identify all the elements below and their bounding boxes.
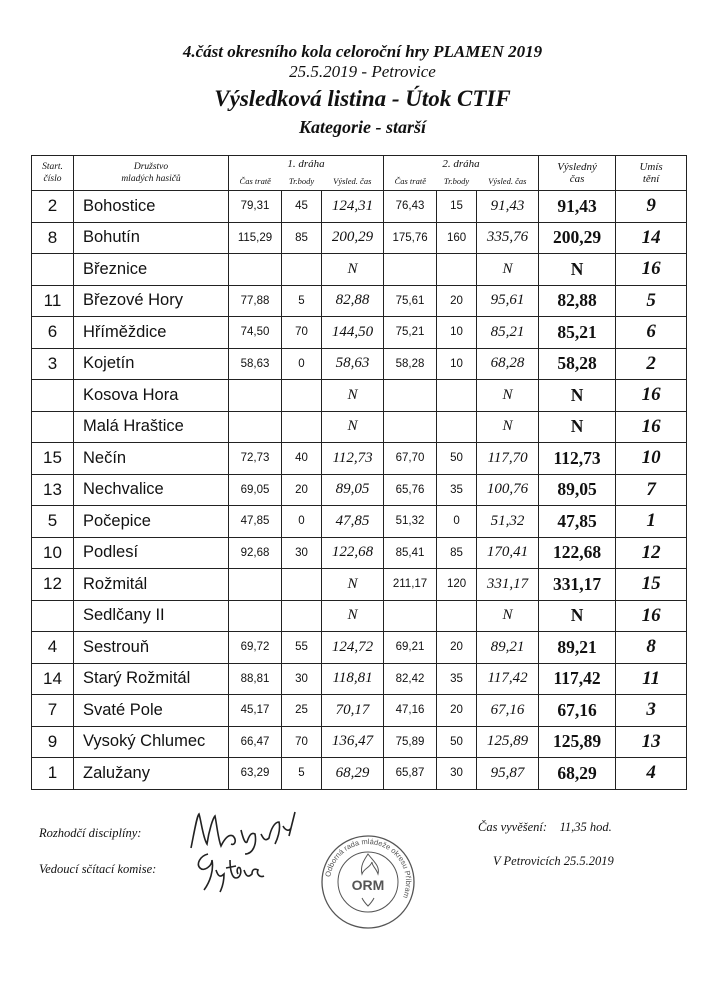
final-time: 47,85 bbox=[539, 506, 616, 538]
place-date: V Petrovicích 25.5.2019 bbox=[493, 854, 614, 868]
start-number bbox=[32, 254, 74, 286]
lane1-time: 88,81 bbox=[229, 663, 282, 695]
table-row bbox=[32, 569, 687, 601]
lane2-penalty: 50 bbox=[437, 726, 477, 758]
team-name: Malá Hraštice bbox=[74, 411, 229, 443]
lane1-penalty: 40 bbox=[282, 443, 322, 475]
placement: 5 bbox=[616, 285, 687, 317]
placement: 16 bbox=[616, 600, 687, 632]
lane2-time bbox=[384, 411, 437, 443]
lane1-result: 89,05 bbox=[322, 474, 384, 506]
placement: 8 bbox=[616, 632, 687, 664]
lane1-time bbox=[229, 380, 282, 412]
team-name: Březové Hory bbox=[74, 285, 229, 317]
lane2-time: 69,21 bbox=[384, 632, 437, 664]
team-name: Sestrouň bbox=[74, 632, 229, 664]
lane2-result: N bbox=[477, 254, 539, 286]
lane1-result: N bbox=[322, 600, 384, 632]
lane2-time: 75,21 bbox=[384, 317, 437, 349]
final-time: N bbox=[539, 254, 616, 286]
placement: 10 bbox=[616, 443, 687, 475]
committee-label: Vedoucí sčítací komise: bbox=[39, 862, 157, 876]
lane2-time: 82,42 bbox=[384, 663, 437, 695]
stamp-center-text: ORM bbox=[351, 877, 385, 893]
lane2-result: 95,61 bbox=[477, 285, 539, 317]
lane1-time: 77,88 bbox=[229, 285, 282, 317]
header-start: Start. číslo bbox=[32, 156, 74, 191]
lane1-penalty bbox=[282, 600, 322, 632]
lane2-penalty: 30 bbox=[437, 758, 477, 790]
lane2-penalty: 10 bbox=[437, 348, 477, 380]
table-row bbox=[32, 411, 687, 443]
lane1-penalty: 30 bbox=[282, 537, 322, 569]
lane2-result: 51,32 bbox=[477, 506, 539, 538]
placement: 7 bbox=[616, 474, 687, 506]
lane1-penalty bbox=[282, 411, 322, 443]
placement: 16 bbox=[616, 380, 687, 412]
lane1-penalty: 45 bbox=[282, 191, 322, 223]
lane1-penalty bbox=[282, 569, 322, 601]
lane1-result: 70,17 bbox=[322, 695, 384, 727]
table-row bbox=[32, 537, 687, 569]
lane1-result: N bbox=[322, 569, 384, 601]
lane1-result: 68,29 bbox=[322, 758, 384, 790]
team-name: Počepice bbox=[74, 506, 229, 538]
lane1-result: 112,73 bbox=[322, 443, 384, 475]
header-l2-result: Výsled. čas bbox=[477, 173, 539, 191]
lane2-penalty bbox=[437, 380, 477, 412]
lane1-time bbox=[229, 411, 282, 443]
placement: 3 bbox=[616, 695, 687, 727]
lane1-result: N bbox=[322, 411, 384, 443]
team-name: Nechvalice bbox=[74, 474, 229, 506]
header-l1-time: Čas tratě bbox=[229, 173, 282, 191]
start-number bbox=[32, 411, 74, 443]
team-name: Kojetín bbox=[74, 348, 229, 380]
lane1-penalty: 85 bbox=[282, 222, 322, 254]
lane1-penalty: 70 bbox=[282, 317, 322, 349]
title-date-place: 25.5.2019 - Petrovice bbox=[289, 62, 436, 81]
lane1-penalty: 5 bbox=[282, 758, 322, 790]
final-time: 89,05 bbox=[539, 474, 616, 506]
lane1-time bbox=[229, 600, 282, 632]
header-result: Výsledný čas bbox=[539, 156, 616, 191]
final-time: 67,16 bbox=[539, 695, 616, 727]
lane1-penalty: 0 bbox=[282, 348, 322, 380]
lane1-time bbox=[229, 254, 282, 286]
team-name: Hříměždice bbox=[74, 317, 229, 349]
header-l2-penalty: Tr.body bbox=[437, 173, 477, 191]
table-row bbox=[32, 380, 687, 412]
lane1-time: 45,17 bbox=[229, 695, 282, 727]
table-row bbox=[32, 695, 687, 727]
lane2-penalty: 120 bbox=[437, 569, 477, 601]
header-team: Družstvo mladých hasičů bbox=[74, 156, 229, 191]
table-row bbox=[32, 600, 687, 632]
lane1-time bbox=[229, 569, 282, 601]
lane2-penalty bbox=[437, 254, 477, 286]
placement: 12 bbox=[616, 537, 687, 569]
team-name: Svaté Pole bbox=[74, 695, 229, 727]
start-number: 10 bbox=[32, 537, 74, 569]
table-row bbox=[32, 506, 687, 538]
lane2-result: 68,28 bbox=[477, 348, 539, 380]
start-number: 9 bbox=[32, 726, 74, 758]
placement: 15 bbox=[616, 569, 687, 601]
lane2-result: 170,41 bbox=[477, 537, 539, 569]
category-title: Kategorie - starší bbox=[298, 117, 426, 137]
lane2-time bbox=[384, 254, 437, 286]
lane2-result: 67,16 bbox=[477, 695, 539, 727]
team-name: Rožmitál bbox=[74, 569, 229, 601]
lane1-penalty: 5 bbox=[282, 285, 322, 317]
lane1-penalty: 55 bbox=[282, 632, 322, 664]
page-title: Výsledková listina - Útok CTIF bbox=[214, 86, 511, 111]
lane2-penalty: 0 bbox=[437, 506, 477, 538]
start-number: 12 bbox=[32, 569, 74, 601]
team-name: Bohostice bbox=[74, 191, 229, 223]
header-place: Umís tění bbox=[616, 156, 687, 191]
posted-time: Čas vyvěšení: 11,35 hod. bbox=[478, 820, 612, 834]
header-lane-2: 2. dráha bbox=[384, 156, 539, 173]
table-row bbox=[32, 726, 687, 758]
final-time: 200,29 bbox=[539, 222, 616, 254]
lane2-penalty: 85 bbox=[437, 537, 477, 569]
placement: 13 bbox=[616, 726, 687, 758]
lane1-time: 63,29 bbox=[229, 758, 282, 790]
lane2-time: 67,70 bbox=[384, 443, 437, 475]
final-time: 112,73 bbox=[539, 443, 616, 475]
lane2-penalty: 20 bbox=[437, 285, 477, 317]
lane1-result: 58,63 bbox=[322, 348, 384, 380]
team-name: Sedlčany II bbox=[74, 600, 229, 632]
lane1-time: 74,50 bbox=[229, 317, 282, 349]
lane1-time: 79,31 bbox=[229, 191, 282, 223]
lane2-time: 175,76 bbox=[384, 222, 437, 254]
lane1-time: 92,68 bbox=[229, 537, 282, 569]
lane1-time: 72,73 bbox=[229, 443, 282, 475]
start-number bbox=[32, 600, 74, 632]
lane2-result: 125,89 bbox=[477, 726, 539, 758]
start-number: 1 bbox=[32, 758, 74, 790]
header-l2-time: Čas tratě bbox=[384, 173, 437, 191]
table-row bbox=[32, 632, 687, 664]
stamp-ring-text: Odborná rada mládeže okresu Příbram bbox=[323, 836, 414, 900]
table-row bbox=[32, 254, 687, 286]
lane2-penalty: 50 bbox=[437, 443, 477, 475]
lane1-result: 144,50 bbox=[322, 317, 384, 349]
lane1-time: 69,72 bbox=[229, 632, 282, 664]
final-time: 122,68 bbox=[539, 537, 616, 569]
start-number: 13 bbox=[32, 474, 74, 506]
final-time: N bbox=[539, 411, 616, 443]
lane2-time bbox=[384, 380, 437, 412]
lane2-time: 76,43 bbox=[384, 191, 437, 223]
lane1-result: 47,85 bbox=[322, 506, 384, 538]
placement: 14 bbox=[616, 222, 687, 254]
lane1-penalty: 70 bbox=[282, 726, 322, 758]
start-number: 5 bbox=[32, 506, 74, 538]
lane1-result: 122,68 bbox=[322, 537, 384, 569]
team-name: Podlesí bbox=[74, 537, 229, 569]
header-l1-penalty: Tr.body bbox=[282, 173, 322, 191]
start-number: 2 bbox=[32, 191, 74, 223]
start-number: 15 bbox=[32, 443, 74, 475]
lane1-result: 82,88 bbox=[322, 285, 384, 317]
lane1-result: 118,81 bbox=[322, 663, 384, 695]
lane1-result: 136,47 bbox=[322, 726, 384, 758]
lane1-time: 69,05 bbox=[229, 474, 282, 506]
placement: 1 bbox=[616, 506, 687, 538]
team-name: Zalužany bbox=[74, 758, 229, 790]
final-time: N bbox=[539, 380, 616, 412]
lane2-penalty: 160 bbox=[437, 222, 477, 254]
table-row bbox=[32, 191, 687, 223]
lane2-result: N bbox=[477, 600, 539, 632]
team-name: Kosova Hora bbox=[74, 380, 229, 412]
final-time: 58,28 bbox=[539, 348, 616, 380]
table-row bbox=[32, 474, 687, 506]
lane2-time: 51,32 bbox=[384, 506, 437, 538]
team-name: Nečín bbox=[74, 443, 229, 475]
final-time: 125,89 bbox=[539, 726, 616, 758]
lane1-result: N bbox=[322, 254, 384, 286]
final-time: 82,88 bbox=[539, 285, 616, 317]
lane2-time: 58,28 bbox=[384, 348, 437, 380]
lane2-time: 47,16 bbox=[384, 695, 437, 727]
table-row bbox=[32, 317, 687, 349]
lane2-result: 85,21 bbox=[477, 317, 539, 349]
final-time: 331,17 bbox=[539, 569, 616, 601]
placement: 9 bbox=[616, 191, 687, 223]
table-row bbox=[32, 285, 687, 317]
team-name: Bohutín bbox=[74, 222, 229, 254]
lane2-time: 65,76 bbox=[384, 474, 437, 506]
start-number: 4 bbox=[32, 632, 74, 664]
lane2-result: 91,43 bbox=[477, 191, 539, 223]
placement: 2 bbox=[616, 348, 687, 380]
lane2-time: 85,41 bbox=[384, 537, 437, 569]
lane2-penalty: 35 bbox=[437, 663, 477, 695]
lane1-penalty bbox=[282, 380, 322, 412]
final-time: 89,21 bbox=[539, 632, 616, 664]
lane1-result: 124,31 bbox=[322, 191, 384, 223]
lane2-result: 117,70 bbox=[477, 443, 539, 475]
header-lane-1: 1. dráha bbox=[229, 156, 384, 173]
orm-stamp bbox=[318, 832, 418, 932]
lane2-result: 100,76 bbox=[477, 474, 539, 506]
lane1-time: 115,29 bbox=[229, 222, 282, 254]
lane2-penalty bbox=[437, 411, 477, 443]
lane1-penalty: 0 bbox=[282, 506, 322, 538]
placement: 16 bbox=[616, 411, 687, 443]
start-number: 6 bbox=[32, 317, 74, 349]
lane2-result: N bbox=[477, 411, 539, 443]
committee-signature bbox=[190, 848, 280, 896]
lane2-time: 211,17 bbox=[384, 569, 437, 601]
lane2-penalty: 15 bbox=[437, 191, 477, 223]
lane1-penalty: 30 bbox=[282, 663, 322, 695]
final-time: 117,42 bbox=[539, 663, 616, 695]
placement: 4 bbox=[616, 758, 687, 790]
table-row bbox=[32, 758, 687, 790]
final-time: 68,29 bbox=[539, 758, 616, 790]
judge-label: Rozhodčí disciplíny: bbox=[39, 826, 142, 840]
lane2-time: 75,89 bbox=[384, 726, 437, 758]
placement: 16 bbox=[616, 254, 687, 286]
start-number: 14 bbox=[32, 663, 74, 695]
lane2-penalty: 10 bbox=[437, 317, 477, 349]
placement: 6 bbox=[616, 317, 687, 349]
lane2-result: 331,17 bbox=[477, 569, 539, 601]
lane2-time: 75,61 bbox=[384, 285, 437, 317]
lane2-penalty: 20 bbox=[437, 695, 477, 727]
header-l1-result: Výsled. čas bbox=[322, 173, 384, 191]
title-line-1: 4.část okresního kola celoroční hry PLAMEN 2019 bbox=[182, 42, 543, 61]
lane2-result: N bbox=[477, 380, 539, 412]
lane1-penalty: 25 bbox=[282, 695, 322, 727]
lane2-time: 65,87 bbox=[384, 758, 437, 790]
lane1-time: 66,47 bbox=[229, 726, 282, 758]
start-number: 7 bbox=[32, 695, 74, 727]
lane1-time: 47,85 bbox=[229, 506, 282, 538]
lane1-result: N bbox=[322, 380, 384, 412]
lane1-result: 124,72 bbox=[322, 632, 384, 664]
lane2-penalty: 35 bbox=[437, 474, 477, 506]
team-name: Starý Rožmitál bbox=[74, 663, 229, 695]
final-time: 85,21 bbox=[539, 317, 616, 349]
table-row bbox=[32, 222, 687, 254]
start-number bbox=[32, 380, 74, 412]
placement: 11 bbox=[616, 663, 687, 695]
lane2-result: 95,87 bbox=[477, 758, 539, 790]
results-table bbox=[31, 155, 687, 790]
team-name: Vysoký Chlumec bbox=[74, 726, 229, 758]
final-time: 91,43 bbox=[539, 191, 616, 223]
lane2-time bbox=[384, 600, 437, 632]
lane1-penalty bbox=[282, 254, 322, 286]
table-row bbox=[32, 443, 687, 475]
start-number: 8 bbox=[32, 222, 74, 254]
final-time: N bbox=[539, 600, 616, 632]
start-number: 11 bbox=[32, 285, 74, 317]
lane2-penalty: 20 bbox=[437, 632, 477, 664]
lane2-penalty bbox=[437, 600, 477, 632]
table-row bbox=[32, 348, 687, 380]
lane1-penalty: 20 bbox=[282, 474, 322, 506]
lane2-result: 117,42 bbox=[477, 663, 539, 695]
lane2-result: 89,21 bbox=[477, 632, 539, 664]
lane1-result: 200,29 bbox=[322, 222, 384, 254]
lane1-time: 58,63 bbox=[229, 348, 282, 380]
team-name: Březnice bbox=[74, 254, 229, 286]
table-row bbox=[32, 663, 687, 695]
start-number: 3 bbox=[32, 348, 74, 380]
lane2-result: 335,76 bbox=[477, 222, 539, 254]
